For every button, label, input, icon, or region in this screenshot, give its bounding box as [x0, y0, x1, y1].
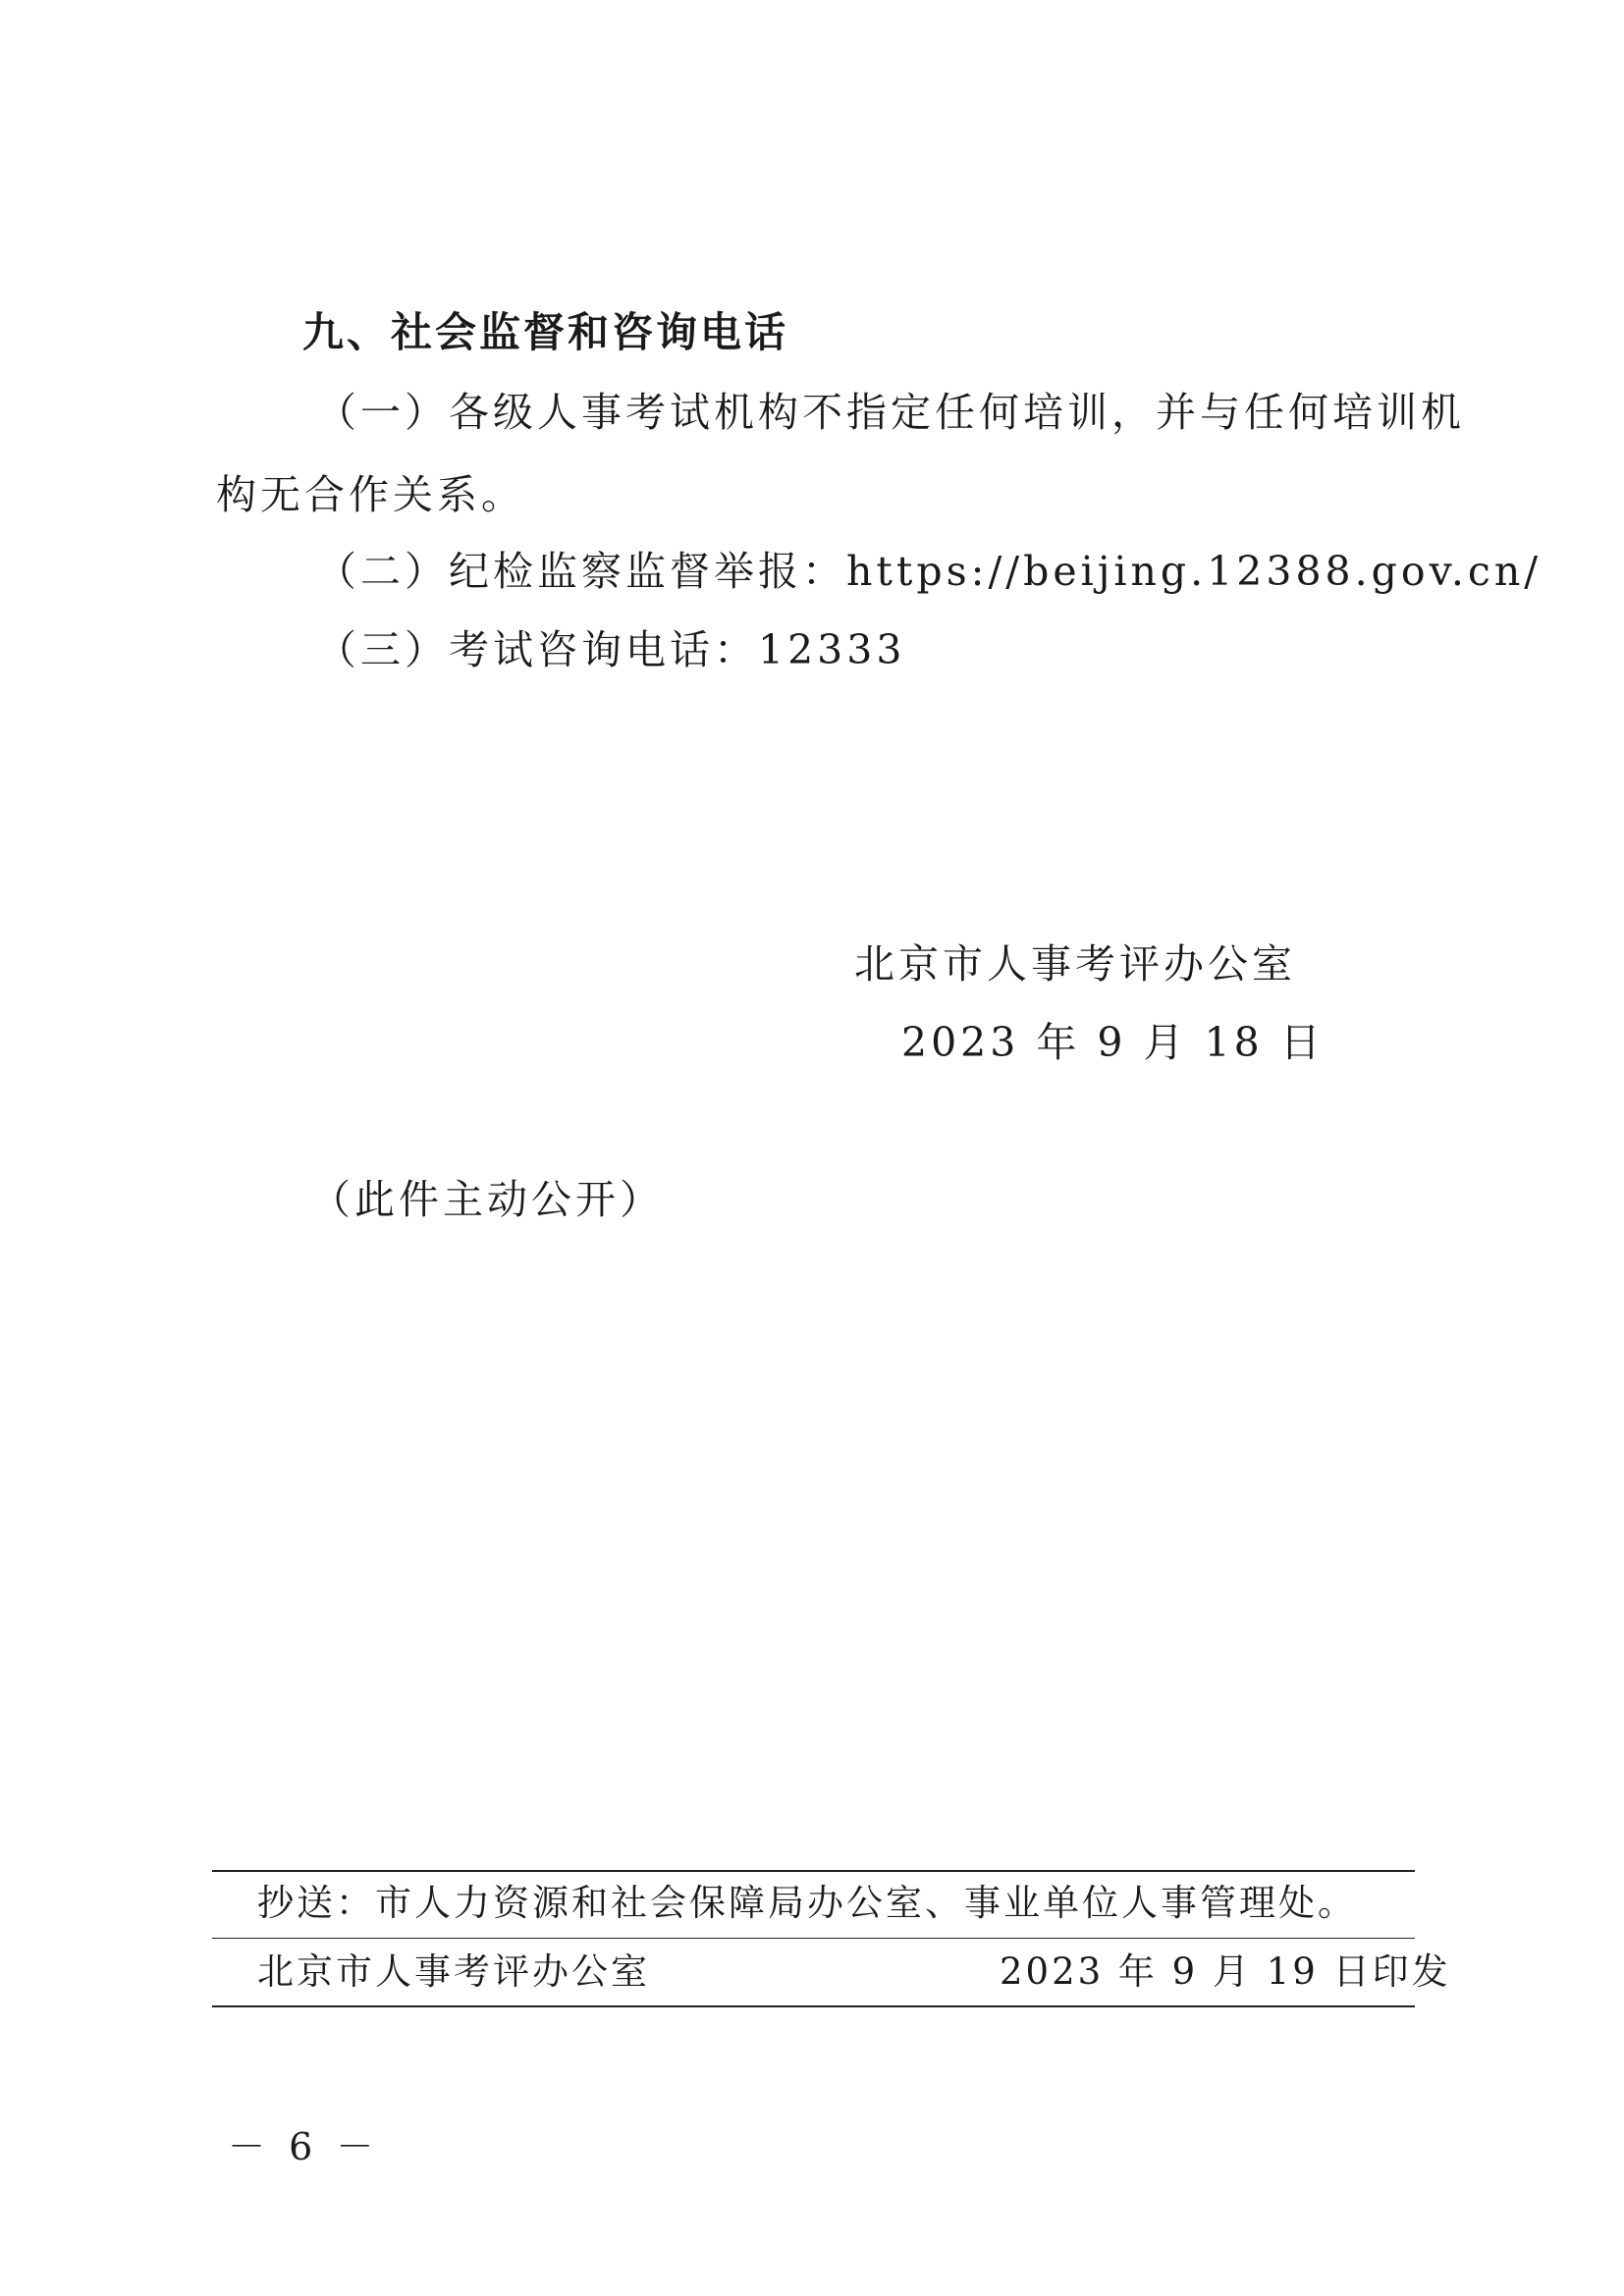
item-1-line-1: （一）各级人事考试机构不指定任何培训，并与任何培训机 — [316, 389, 1465, 436]
footer-rule-top — [212, 1870, 1415, 1872]
page-number: － 6 － — [228, 2125, 380, 2168]
signature-date: 2023 年 9 月 18 日 — [901, 1019, 1325, 1066]
footer-rule-middle — [212, 1938, 1415, 1939]
item-3-hotline: （三）考试咨询电话：12333 — [316, 626, 906, 673]
item-2-report-url: （二）纪检监察监督举报：https://beijing.12388.gov.cn/ — [316, 548, 1543, 595]
signature-issuer: 北京市人事考评办公室 — [854, 940, 1296, 988]
footer-print-date: 2023 年 9 月 19 日印发 — [1000, 1950, 1451, 1993]
footer-office: 北京市人事考评办公室 — [257, 1950, 650, 1993]
item-1-line-2: 构无合作关系。 — [216, 471, 525, 518]
section-heading: 九、社会监督和咨询电话 — [302, 308, 789, 356]
footer-rule-bottom — [212, 2005, 1415, 2007]
footer-cc-line: 抄送：市人力资源和社会保障局办公室、事业单位人事管理处。 — [257, 1882, 1357, 1924]
disclosure-note: （此件主动公开） — [310, 1176, 664, 1223]
